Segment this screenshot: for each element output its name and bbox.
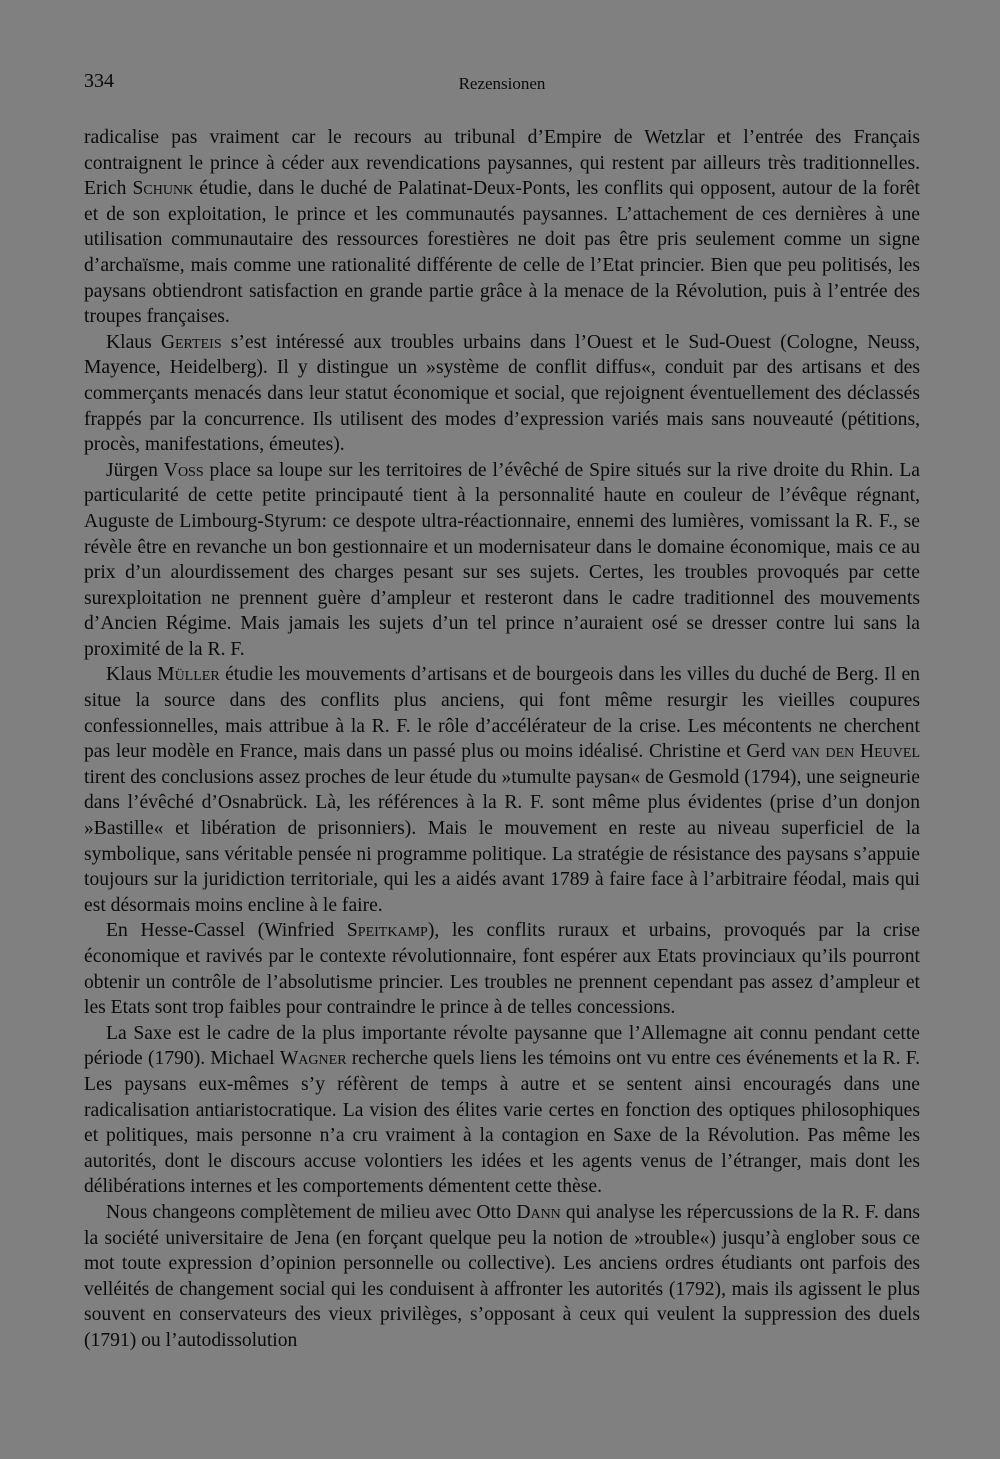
running-head: Rezensionen [458, 74, 546, 93]
text-run: radicalise pas vraiment car le recours au tribunal d’Empire de Wetzlar et l’entrée des Français contraignent le prince à céder aux revendications paysannes, qui restent par ailleurs très traditionnelles. Erich [84, 127, 920, 200]
paragraph [84, 918, 920, 1020]
author-name: Müller [157, 664, 220, 686]
page-number: 334 [84, 70, 114, 92]
body-text [84, 125, 920, 1354]
text-run: ), les conflits ruraux et urbains, provoqués par la crise économique et ravivés par le contexte révolutionnaire, font espérer aux Etats provinciaux qu’ils pourront obtenir un contrôle de l’absolutisme princier. Les troubles ne prennent cependant pas assez d’ampleur et les Etats sont trop faibles pour contraindre le prince à de telles concessions. [84, 920, 920, 1019]
text-run: tirent des conclusions assez proches de leur étude du »tumulte paysan« de Gesmold (1794), une seigneurie dans l’évêché d’Osnabrück. Là, les références à la R. F. sont même plus évidentes (prise d’un donjon »Bastille« et libération de prisonniers). Mais le mouvement en reste au niveau superficiel de la symbolique, sans véritable pensée ni programme politique. La stratégie de résistance des paysans s’appuie toujours sur la juridiction territoriale, qui les a aidés avant 1789 à faire face à l’arbitraire féodal, mais qui est désormais moins encline à le faire. [84, 766, 920, 916]
text-run: qui analyse les répercussions de la R. F. dans la société universitaire de Jena (en forçant quelque peu la notion de »trouble«) jusqu’à englober sous ce mot toute expression d’opinion personnelle ou collective). Les anciens ordres étudiants ont parfois des velléités de changement social qui les conduisent à affronter les autorités (1792), mais ils agissent le plus souvent en conservateurs des vieux privilèges, s’opposant à ceux qui veulent la suppression des duels (1791) ou l’autodissolution [84, 1201, 920, 1351]
author-name: Dann [516, 1201, 561, 1223]
author-name: van den Heuvel [791, 741, 921, 763]
paragraph [84, 458, 920, 663]
text-run: étudie les mouvements d’artisans et de bourgeois dans les villes du duché de Berg. Il en situe la source dans des conflits plus anciens, qui font même resurgir les vieilles coupures confessionnelles, mais attribue à la R. F. le rôle d’accélérateur de la crise. Les mécontents ne cherchent pas leur modèle en France, mais dans un passé plus ou moins idéalisé. Christine et Gerd [84, 664, 920, 763]
author-name: Schunk [132, 178, 194, 200]
paragraph [84, 1200, 920, 1354]
paragraph [84, 330, 920, 458]
text-run: place sa loupe sur les territoires de l’évêché de Spire situés sur la rive droite du Rhin. La particularité de cette petite principauté tient à la personnalité haute en couleur de l’évêque régnant, Auguste de Limbourg-Styrum: ce despote ultra-réactionnaire, ennemi des lumières, vomissant la R. F., se révèle être en revanche un bon gestionnaire et un modernisateur dans le domaine économique, mais ce au prix d’un alourdissement des charges pesant sur ses sujets. Certes, les troubles provoqués par cette surexploitation ne prennent guère d’ampleur et resteront dans le cadre traditionnel des mouvements d’Ancien Régime. Mais jamais les sujets d’un tel prince n’auraient osé se dresser contre lui sans la proximité de la R. F. [84, 459, 920, 660]
paragraph [84, 125, 920, 330]
text-run: étudie, dans le duché de Palatinat-Deux-Ponts, les conflits qui opposent, autour de la forêt et de son exploitation, le prince et les communautés paysannes. L’attachement de ces dernières à une utilisation communautaire des ressources forestières ne doit pas être pris seulement comme un signe d’archaïsme, mais comme une rationalité différente de celle de l’Etat princier. Bien que peu politisés, les paysans obtiendront satisfaction en grande partie grâce à la menace de la Révolution, puis à l’entrée des troupes françaises. [84, 178, 920, 328]
text-run: Klaus [106, 664, 158, 686]
text-run: recherche quels liens les témoins ont vu entre ces événements et la R. F. Les paysans eux-mêmes s’y réfèrent de temps à autre et se sentent ainsi encouragés dans une radicalisation antiaristocratique. La vision des élites varie certes en fonction des optiques philosophiques et politiques, mais personne n’a cru vraiment à la contagion en Saxe de la Révolution. Pas même les autorités, dont le discours accuse volontiers les idées et les agents venus de l’étranger, mais dont les délibérations internes et les comportements démentent cette thèse. [84, 1048, 920, 1198]
author-name: Wagner [279, 1048, 347, 1070]
paragraph [84, 662, 920, 918]
author-name: Voss [163, 459, 204, 481]
text-run: Jürgen [106, 459, 164, 481]
author-name: Speitkamp [346, 920, 428, 942]
text-run: En Hesse-Cassel (Winfried [106, 920, 347, 942]
author-name: Gerteis [160, 331, 222, 353]
text-run: Klaus [106, 331, 161, 353]
page-header [84, 70, 920, 100]
text-run: s’est intéressé aux troubles urbains dans l’Ouest et le Sud-Ouest (Cologne, Neuss, Mayence, Heidelberg). Il y distingue un »système de conflit diffus«, conduit par des artisans et des commerçants menacés dans leur statut économique et social, que rejoignent éventuellement des déclassés frappés par la concurrence. Ils utilisent des modes d’expression variés mais sans nouveauté (pétitions, procès, manifestations, émeutes). [84, 331, 920, 456]
text-run: Nous changeons complètement de milieu avec Otto [106, 1201, 517, 1223]
text-run: La Saxe est le cadre de la plus importante révolte paysanne que l’Allemagne ait connu pendant cette période (1790). Michael [84, 1022, 920, 1070]
paragraph [84, 1021, 920, 1200]
